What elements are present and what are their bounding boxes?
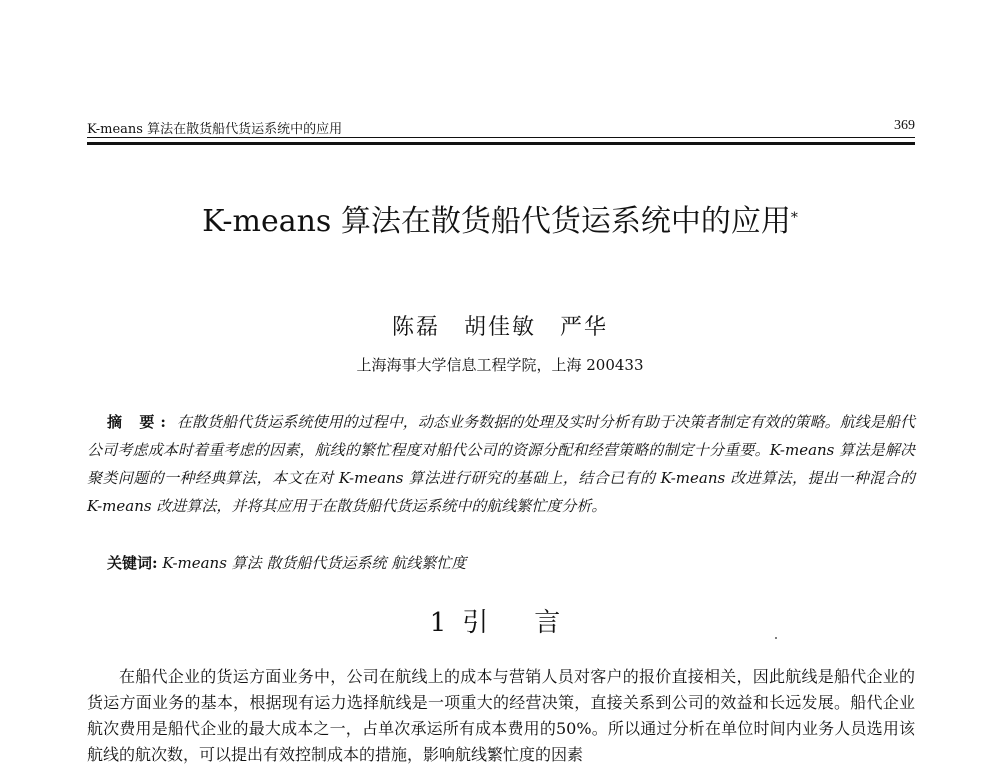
- abstract-label: 摘 要:: [107, 413, 172, 431]
- authors: 陈磊 胡佳敏 严华: [391, 315, 608, 340]
- header-rule-thin: [87, 137, 915, 138]
- body-paragraph: 在船代企业的货运方面业务中，公司在航线上的成本与营销人员对客户的报价直接相关，因此航线是船代企业的货运方面业务的基本，根据现有运力选择航线是一项重大的经营决策，直接关系到公司的效益和长远发展。船代企业航次费用是船代企业的最大成本之一，占单次承运所有成本费用的50%。所以通过分析在单位时间内业务人员选用该航线的航次数，可以提出有效控制成本的措施，影响航线繁忙度的因素: [87, 667, 915, 764]
- running-head: [87, 118, 915, 136]
- scan-speck: [775, 637, 777, 639]
- section-number: 1: [429, 608, 457, 638]
- keywords-text: K-means 算法 散货船代货运系统 航线繁忙度: [162, 554, 467, 572]
- abstract-text: 在散货船代货运系统使用的过程中，动态业务数据的处理及实时分析有助于决策者制定有效的策略。航线是船代公司考虑成本时着重考虑的因素，航线的繁忙程度对船代公司的资源分配和经营策略的制定十分重要。K-means 算法是解决聚类问题的一种经典算法，本文在对 K-means 算法进行研究的基础上，结合已有的 K-means 改进算法，提出一种混合的 K-means 改进算法，并将其应用于在散货船代货运系统中的航线繁忙度分析。: [87, 413, 915, 515]
- article-title: [0, 200, 1000, 244]
- section-title-part1: 引: [462, 608, 499, 638]
- keywords: [107, 552, 915, 573]
- body-text: [87, 664, 915, 768]
- running-head-title: K-means 算法在散货船代货运系统中的应用: [87, 122, 343, 137]
- abstract: [87, 408, 915, 520]
- page-number: 369: [894, 118, 915, 133]
- affiliation: 上海海事大学信息工程学院，上海 200433: [356, 356, 644, 374]
- section-title-part2: 言: [534, 608, 571, 638]
- header-rule-thick: [87, 142, 915, 145]
- keywords-label: 关键词:: [107, 554, 158, 572]
- section-heading: [0, 602, 1000, 639]
- article-title-text: K-means 算法在散货船代货运系统中的应用: [202, 204, 791, 239]
- title-footnote-marker: *: [790, 210, 798, 226]
